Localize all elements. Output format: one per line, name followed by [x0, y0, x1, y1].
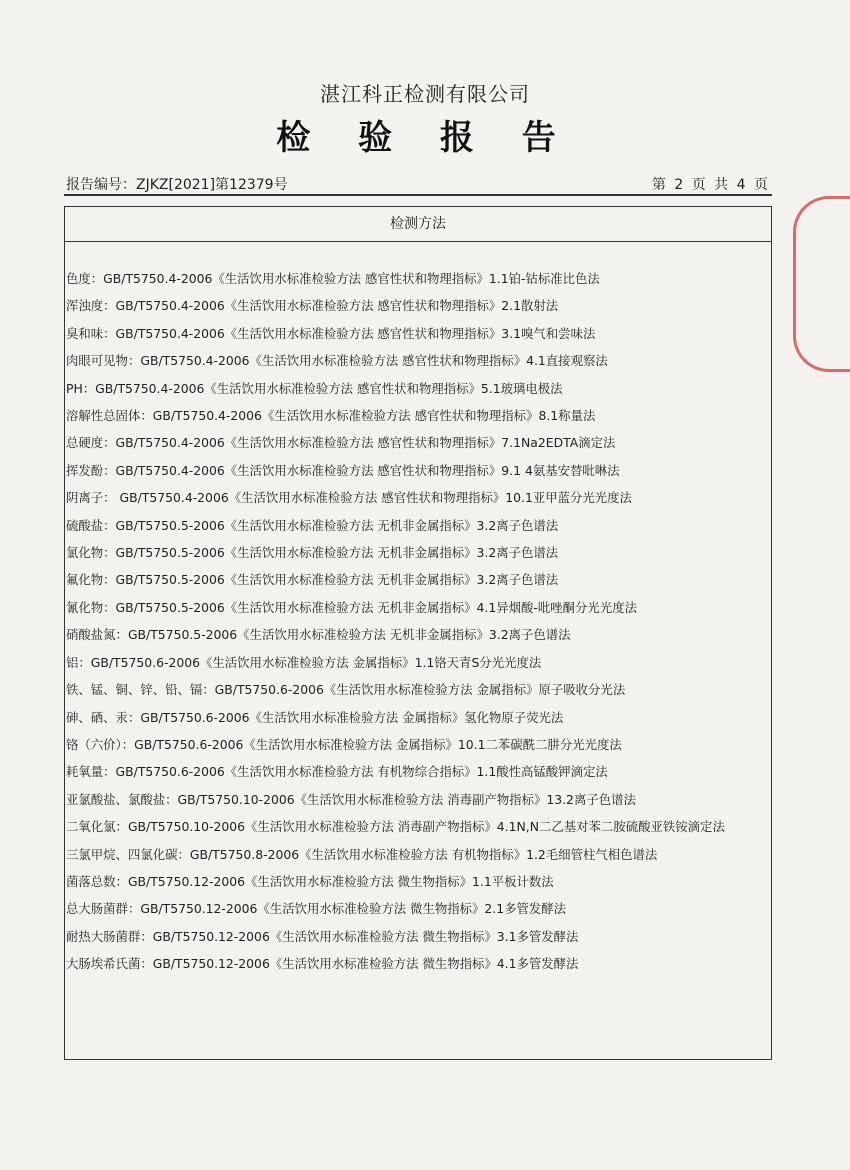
- method-item: 挥发酚：GB/T5750.4-2006《生活饮用水标准检验方法 感官性状和物理指标》9.1 4氨基安替吡啉法: [66, 462, 620, 478]
- method-item: 铝：GB/T5750.6-2006《生活饮用水标准检验方法 金属指标》1.1铬天青S分光光度法: [66, 654, 542, 670]
- method-item: 肉眼可见物：GB/T5750.4-2006《生活饮用水标准检验方法 感官性状和物理指标》4.1直接观察法: [66, 353, 608, 369]
- method-item: 耐热大肠菌群：GB/T5750.12-2006《生活饮用水标准检验方法 微生物指标》3.1多管发酵法: [66, 928, 579, 944]
- method-item: 色度：GB/T5750.4-2006《生活饮用水标准检验方法 感官性状和物理指标》1.1铂-钴标准比色法: [66, 271, 600, 286]
- seal-stamp-edge: [793, 196, 850, 372]
- method-item: 浑浊度：GB/T5750.4-2006《生活饮用水标准检验方法 感官性状和物理指标》2.1散射法: [66, 298, 559, 314]
- method-item: 氰化物：GB/T5750.5-2006《生活饮用水标准检验方法 无机非金属指标》4.1异烟酸-吡唑酮分光光度法: [66, 599, 637, 615]
- method-item: 氯化物：GB/T5750.5-2006《生活饮用水标准检验方法 无机非金属指标》3.2离子色谱法: [66, 545, 559, 561]
- method-item: 总大肠菌群：GB/T5750.12-2006《生活饮用水标准检验方法 微生物指标》2.1多管发酵法: [66, 901, 567, 917]
- method-item: 臭和味：GB/T5750.4-2006《生活饮用水标准检验方法 感官性状和物理指标》3.1嗅气和尝味法: [66, 325, 596, 341]
- method-item: 溶解性总固体：GB/T5750.4-2006《生活饮用水标准检验方法 感官性状和物理指标》8.1称量法: [66, 408, 596, 424]
- method-item: 硫酸盐：GB/T5750.5-2006《生活饮用水标准检验方法 无机非金属指标》3.2离子色谱法: [66, 517, 559, 533]
- methods-table-heading: 检测方法: [65, 207, 771, 242]
- page-indicator: 第 2 页 共 4 页: [651, 177, 770, 193]
- method-item: 菌落总数：GB/T5750.12-2006《生活饮用水标准检验方法 微生物指标》1.1平板计数法: [66, 873, 554, 889]
- report-number: 报告编号：ZJKZ[2021]第12379号: [66, 177, 288, 193]
- method-item: 铬（六价）：GB/T5750.6-2006《生活饮用水标准检验方法 金属指标》10.1二苯碳酰二肼分光光度法: [66, 736, 622, 752]
- method-item: 亚氯酸盐、氯酸盐：GB/T5750.10-2006《生活饮用水标准检验方法 消毒副产物指标》13.2离子色谱法: [66, 791, 636, 807]
- method-item: 氟化物：GB/T5750.5-2006《生活饮用水标准检验方法 无机非金属指标》3.2离子色谱法: [66, 572, 559, 588]
- report-title: 检 验 报 告: [276, 118, 574, 158]
- company-name: 湛江科正检测有限公司: [320, 82, 530, 106]
- method-item: 耗氧量：GB/T5750.6-2006《生活饮用水标准检验方法 有机物综合指标》1.1酸性高锰酸钾滴定法: [66, 764, 608, 780]
- method-item: 阴离子： GB/T5750.4-2006《生活饮用水标准检验方法 感官性状和物理指标》10.1亚甲蓝分光光度法: [66, 490, 632, 506]
- method-item: 砷、硒、汞：GB/T5750.6-2006《生活饮用水标准检验方法 金属指标》氢化物原子荧光法: [66, 709, 564, 725]
- method-item: 铁、锰、铜、锌、铅、镉：GB/T5750.6-2006《生活饮用水标准检验方法 金属指标》原子吸收分光法: [66, 682, 626, 698]
- method-list: [65, 265, 771, 978]
- method-item: 三氯甲烷、四氯化碳：GB/T5750.8-2006《生活饮用水标准检验方法 有机物指标》1.2毛细管柱气相色谱法: [66, 846, 658, 862]
- method-item: 总硬度：GB/T5750.4-2006《生活饮用水标准检验方法 感官性状和物理指标》7.1Na2EDTA滴定法: [66, 435, 616, 451]
- methods-table: [64, 206, 772, 1060]
- method-item: 大肠埃希氏菌：GB/T5750.12-2006《生活饮用水标准检验方法 微生物指标》4.1多管发酵法: [66, 956, 579, 972]
- method-item: 二氧化氯：GB/T5750.10-2006《生活饮用水标准检验方法 消毒副产物指标》4.1N,N二乙基对苯二胺硫酸亚铁铵滴定法: [66, 819, 725, 835]
- method-item: 硝酸盐氮：GB/T5750.5-2006《生活饮用水标准检验方法 无机非金属指标》3.2离子色谱法: [66, 627, 571, 643]
- method-item: PH：GB/T5750.4-2006《生活饮用水标准检验方法 感官性状和物理指标》5.1玻璃电极法: [66, 380, 563, 396]
- report-meta-row: [64, 172, 772, 196]
